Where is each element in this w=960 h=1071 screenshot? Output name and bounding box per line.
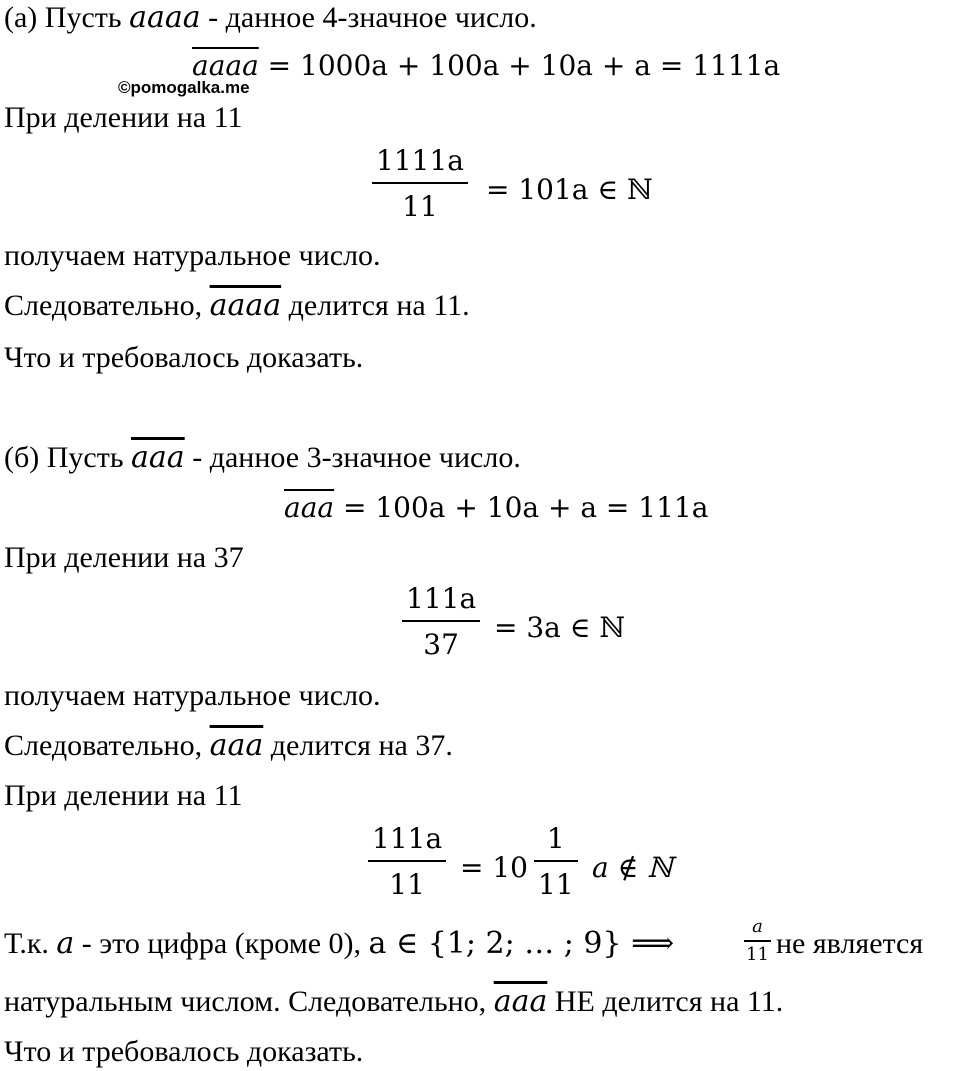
equation-rhs: = 100a + 10a + a = 111a <box>334 491 709 524</box>
part-a-fraction-rhs: = 101a ∈ ℕ <box>486 173 653 206</box>
fraction-numerator: 1111a <box>376 144 464 177</box>
part-b-fraction-37 <box>402 582 480 662</box>
intro-prefix: (б) Пусть <box>4 441 132 474</box>
overlined-number: $\overline{aaa}$ <box>493 984 548 1019</box>
fraction-rhs-text: a ∉ ℕ <box>592 851 673 884</box>
nat-suffix: НЕ делится на 11. <box>547 985 784 1018</box>
part-b-equation <box>284 490 708 526</box>
equation-lhs: $\overline{aaa}$ <box>284 491 335 524</box>
part-a-conclusion <box>4 288 470 324</box>
part-b-fraction-11 <box>368 822 446 902</box>
conclusion-suffix: делится на 37. <box>263 729 453 762</box>
fraction-numerator: 111a <box>372 822 443 855</box>
fraction-numerator: a <box>752 916 763 937</box>
tk-variable: a <box>56 926 75 961</box>
fraction-denominator: 37 <box>423 628 459 661</box>
intro-suffix: - данное 3-значное число. <box>184 441 521 474</box>
fraction-denominator: 11 <box>389 868 425 901</box>
overlined-number: aaaa <box>129 0 201 35</box>
part-a-result: получаем натуральное число. <box>4 239 381 272</box>
nat-prefix: натуральным числом. Следовательно, <box>4 985 494 1018</box>
tk-mid: - это цифра (кроме 0), <box>74 927 369 960</box>
fraction-denominator: 11 <box>402 190 438 223</box>
conclusion-prefix: Следовательно, <box>4 289 210 322</box>
overlined-number: $\overline{aaa}$ <box>131 440 185 475</box>
tk-small-fraction <box>744 916 771 966</box>
tk-prefix: Т.к. <box>4 927 57 960</box>
part-b-fraction-37-rhs: = 3a ∈ ℕ <box>494 611 625 644</box>
part-b-mixed-fraction <box>534 822 578 902</box>
part-b-conclusion37 <box>4 728 453 764</box>
fraction-numerator: 1 <box>546 822 565 855</box>
fraction-numerator: 111a <box>406 582 477 615</box>
tk-suffix: не является <box>776 927 924 960</box>
fraction-denominator: 11 <box>538 868 574 901</box>
fraction-denominator: 11 <box>746 943 769 965</box>
equation-lhs: aaaa <box>192 49 259 82</box>
part-a-fraction <box>372 144 468 224</box>
part-a-equation <box>192 48 780 84</box>
intro-suffix: - данное 4-значное число. <box>200 1 537 34</box>
part-b-nat-line <box>4 984 783 1020</box>
watermark: ©pomogalka.me <box>118 78 250 97</box>
part-b-qed: Что и требовалось доказать. <box>4 1035 364 1068</box>
part-b-result37: получаем натуральное число. <box>4 679 381 712</box>
part-a-qed: Что и требовалось доказать. <box>4 341 364 374</box>
part-b-fraction-11-rhs <box>592 850 673 886</box>
equation-rhs: = 1000a + 100a + 10a + a = 1111a <box>258 49 781 82</box>
intro-prefix: (а) Пусть <box>4 1 130 34</box>
part-a-intro <box>4 0 537 36</box>
part-b-fraction-11-mid: = 10 <box>460 851 528 884</box>
part-b-tk-line <box>4 926 674 962</box>
part-b-intro <box>4 440 521 476</box>
part-a-divide-text: При делении на 11 <box>4 101 243 134</box>
conclusion-prefix: Следовательно, <box>4 729 210 762</box>
overlined-number: aaaa <box>209 288 282 323</box>
part-b-divide11-text: При делении на 11 <box>4 779 243 812</box>
conclusion-suffix: делится на 11. <box>281 289 470 322</box>
overlined-number: $\overline{aaa}$ <box>209 728 264 763</box>
part-b-divide37-text: При делении на 37 <box>4 541 244 574</box>
tk-set: a ∈ {1; 2; … ; 9} ⟹ <box>368 926 675 961</box>
